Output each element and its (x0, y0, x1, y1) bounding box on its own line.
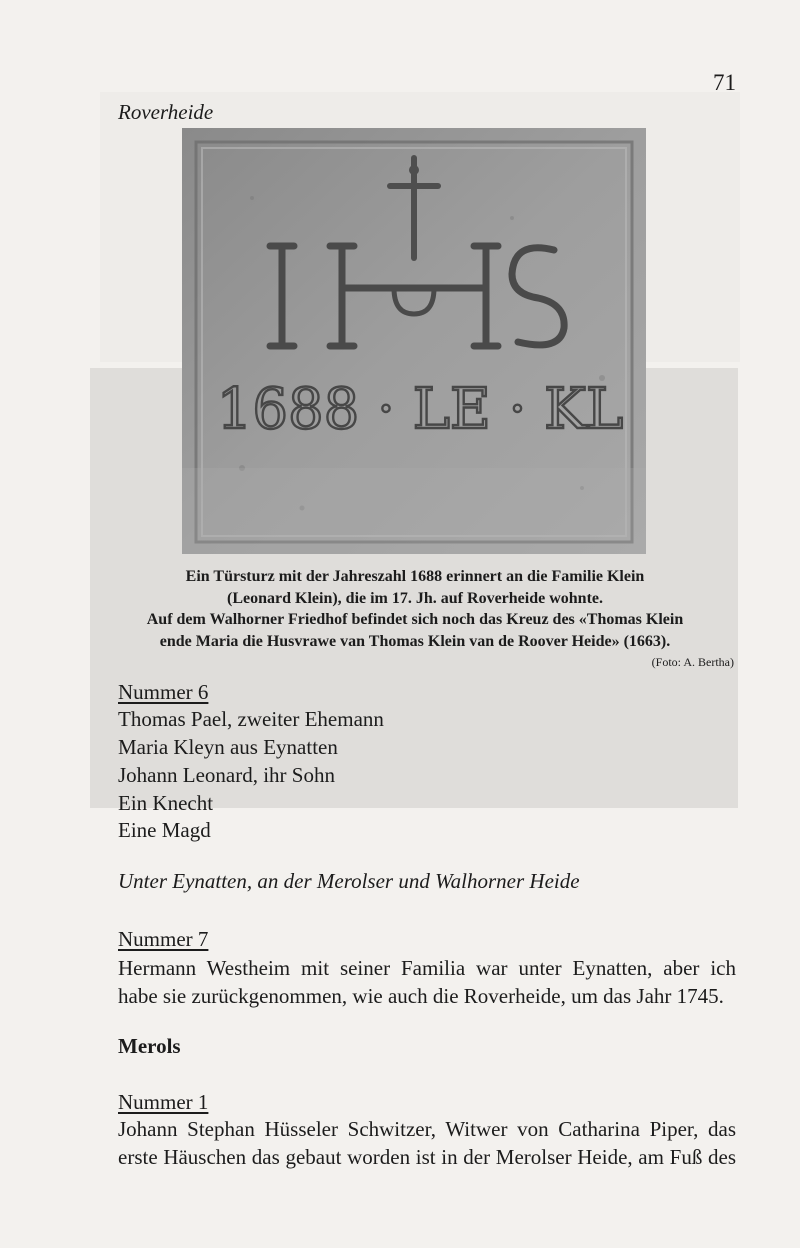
household-member: Johann Leonard, ihr Sohn (118, 763, 335, 787)
lintel-photo (182, 128, 646, 554)
household-member: Maria Kleyn aus Eynatten (118, 735, 338, 759)
paragraph-line: Johann Stephan Hüsseler Schwitzer, Witwer von Catharina Piper, das (118, 1117, 736, 1141)
paragraph-line: erste Häuschen das gebaut worden ist in der Merolser Heide, am Fuß des (118, 1145, 736, 1169)
caption-line: Ein Türsturz mit der Jahreszahl 1688 erinnert an die Familie Klein (185, 568, 645, 585)
household-member: Ein Knecht (118, 791, 214, 815)
nummer-1-heading: Nummer 1 (118, 1090, 209, 1114)
photo-caption (100, 566, 730, 652)
inscription-date: 1688 · LE · KL (216, 377, 624, 442)
photo-credit: (Foto: A. Bertha) (651, 655, 734, 669)
caption-line: Auf dem Walhorner Friedhof befindet sich noch das Kreuz des «Thomas Klein (146, 611, 684, 628)
paragraph-line: Hermann Westheim mit seiner Familia war unter Eynatten, aber ich (118, 956, 736, 980)
paragraph-line: habe sie zurückgenommen, wie auch die Roverheide, um das Jahr 1745. (118, 984, 724, 1008)
nummer-6-heading: Nummer 6 (118, 680, 209, 704)
caption-line: (Leonard Klein), die im 17. Jh. auf Roverheide wohnte. (227, 589, 603, 607)
nummer-7-heading: Nummer 7 (118, 927, 209, 951)
page-number: 71 (713, 70, 736, 95)
household-member: Thomas Pael, zweiter Ehemann (118, 707, 384, 731)
carved-stone-lintel (182, 128, 646, 554)
caption-line: ende Maria die Husvrawe van Thomas Klein van de Roover Heide» (1663). (159, 632, 671, 650)
section-heading: Unter Eynatten, an der Merolser und Walhorner Heide (118, 869, 580, 893)
merols-heading: Merols (118, 1034, 181, 1058)
running-head: Roverheide (118, 100, 214, 124)
household-member: Eine Magd (118, 818, 211, 842)
